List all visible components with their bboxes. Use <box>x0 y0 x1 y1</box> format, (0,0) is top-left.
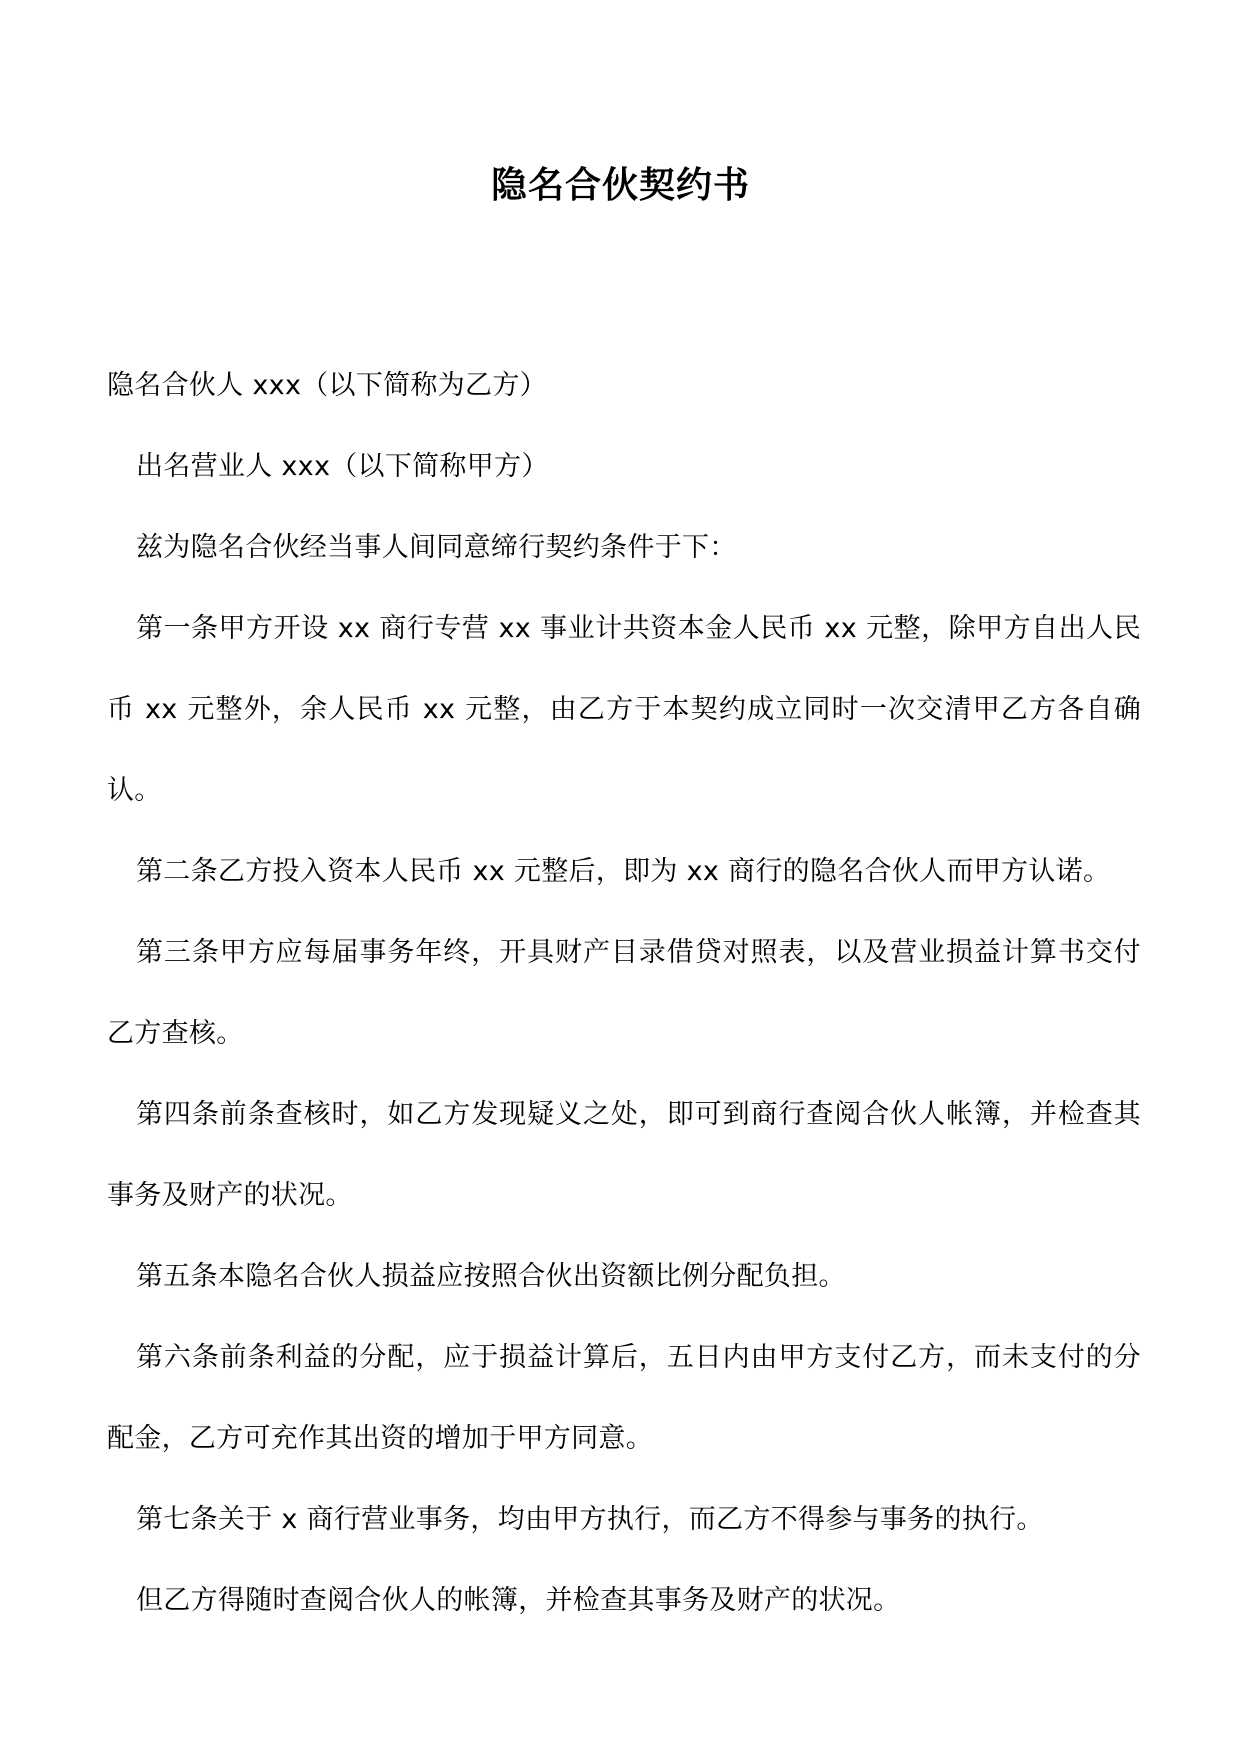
paragraph-article-1: 第一条甲方开设 xx 商行专营 xx 事业计共资本金人民币 xx 元整，除甲方自出人民币 xx 元整外，余人民币 xx 元整，由乙方于本契约成立同时一次交清甲乙方各自确认。 <box>107 613 1141 806</box>
paragraph-article-7: 第七条关于 x 商行营业事务，均由甲方执行，而乙方不得参与事务的执行。 <box>136 1504 1044 1535</box>
document-title: 隐名合伙契约书 <box>490 165 750 206</box>
paragraph-article-6: 第六条前条利益的分配，应于损益计算后，五日内由甲方支付乙方，而未支付的分配金，乙方可充作其出资的增加于甲方同意。 <box>107 1342 1141 1454</box>
paragraph-silent-partner: 隐名合伙人 xxx（以下简称为乙方） <box>107 370 547 401</box>
paragraph-article-7-proviso: 但乙方得随时查阅合伙人的帐簿，并检查其事务及财产的状况。 <box>136 1585 901 1616</box>
paragraph-article-3: 第三条甲方应每届事务年终，开具财产目录借贷对照表，以及营业损益计算书交付乙方查核。 <box>107 937 1141 1049</box>
document-body <box>107 345 1141 1641</box>
paragraph-article-5: 第五条本隐名合伙人损益应按照合伙出资额比例分配负担。 <box>136 1261 846 1292</box>
paragraph-article-4: 第四条前条查核时，如乙方发现疑义之处，即可到商行查阅合伙人帐簿，并检查其事务及财产的状况。 <box>107 1099 1141 1211</box>
paragraph-named-operator: 出名营业人 xxx（以下简称甲方） <box>136 451 549 482</box>
paragraph-article-2: 第二条乙方投入资本人民币 xx 元整后，即为 xx 商行的隐名合伙人而甲方认诺。 <box>136 856 1111 887</box>
paragraph-preamble: 兹为隐名合伙经当事人间同意缔行契约条件于下： <box>136 532 737 563</box>
